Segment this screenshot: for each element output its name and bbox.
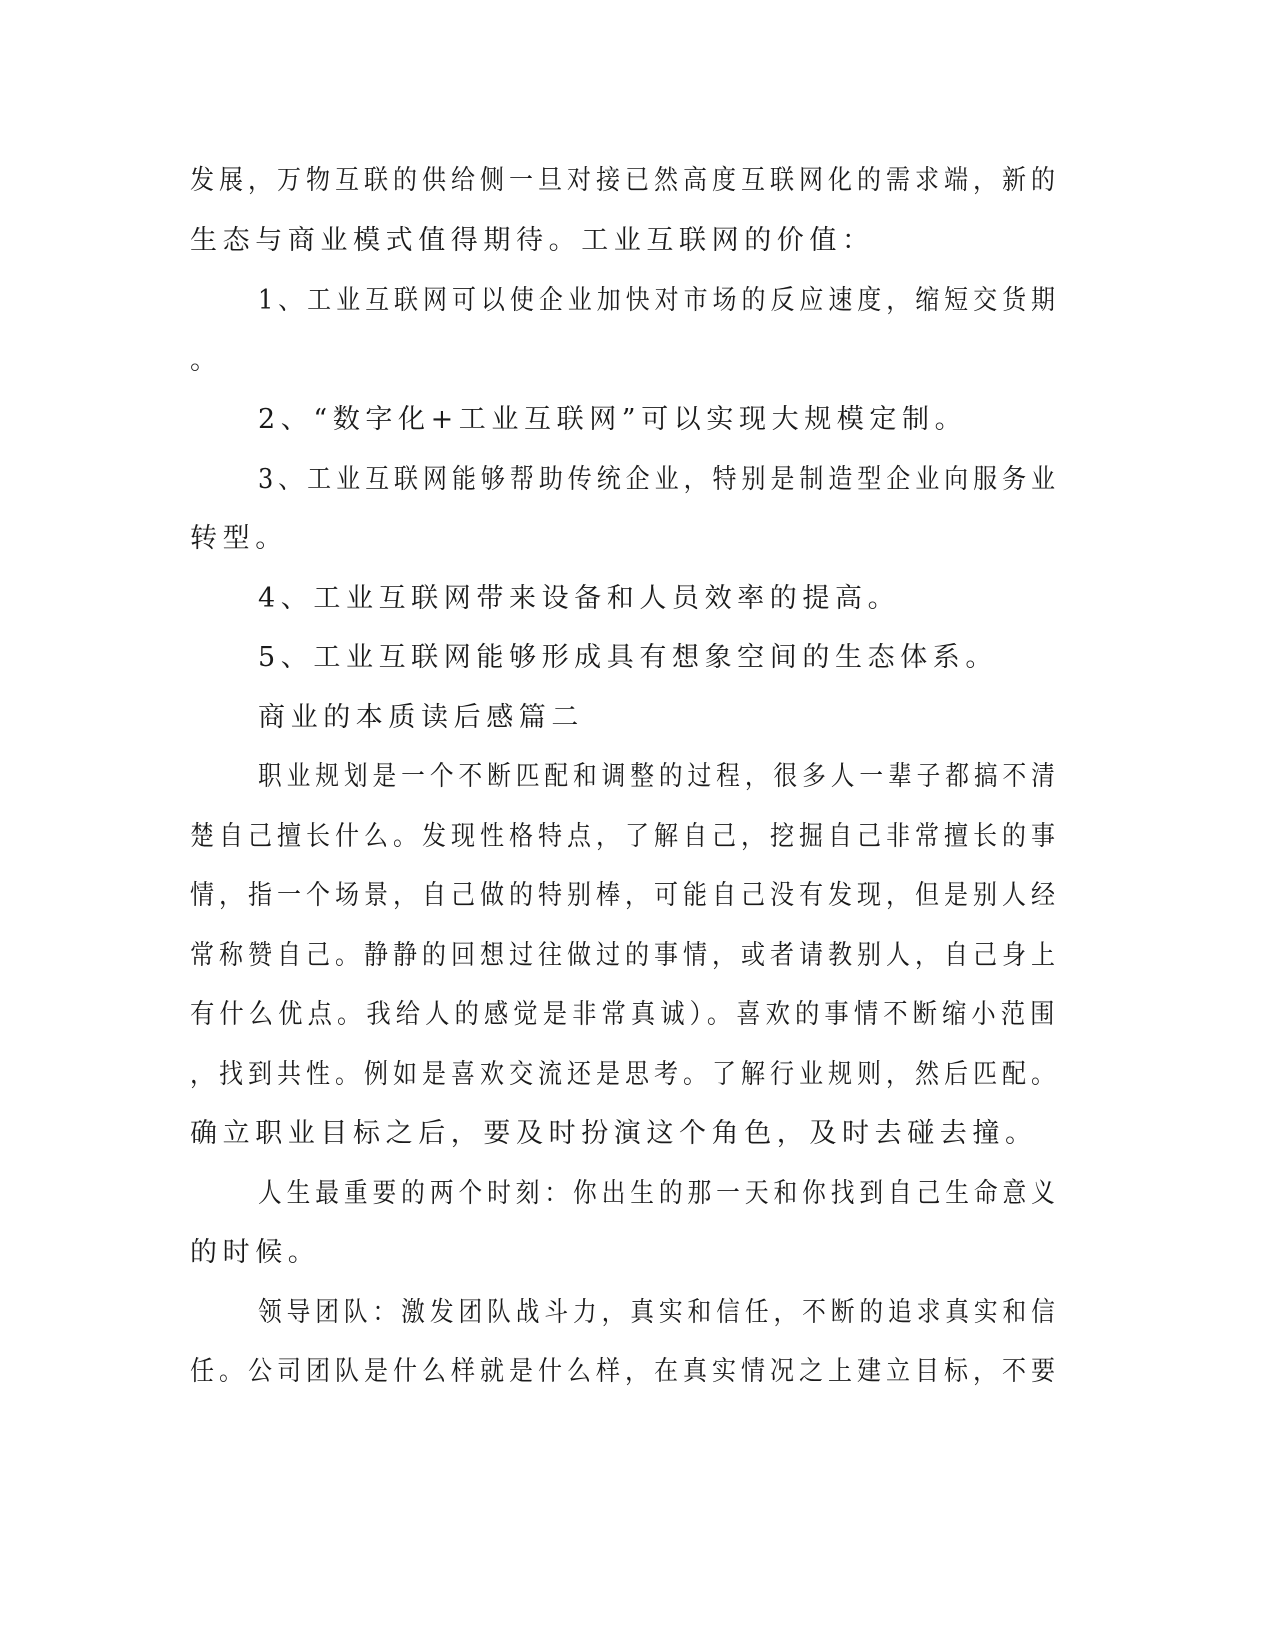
paragraph-line: ，找到共性。例如是喜欢交流还是思考。了解行业规则，然后匹配。 (190, 1059, 1060, 1090)
list-item: 3、工业互联网能够帮助传统企业，特别是制造型企业向服务业 (258, 464, 1060, 495)
text-line: 生态与商业模式值得期待。工业互联网的价值： (190, 225, 875, 256)
list-item: 5、工业互联网能够形成具有想象空间的生态体系。 (258, 642, 998, 673)
paragraph-line: 常称赞自己。静静的回想过往做过的事情，或者请教别人，自己身上 (190, 940, 1060, 971)
paragraph-line: 情，指一个场景，自己做的特别棒，可能自己没有发现，但是别人经 (190, 880, 1060, 911)
paragraph-line: 的时候。 (190, 1237, 321, 1268)
text-line: 发展，万物互联的供给侧一旦对接已然高度互联网化的需求端，新的 (190, 165, 1060, 196)
paragraph-line: 确立职业目标之后，要及时扮演这个角色，及时去碰去撞。 (190, 1118, 1038, 1149)
paragraph-line: 职业规划是一个不断匹配和调整的过程，很多人一辈子都搞不清 (258, 761, 1060, 792)
text-line: 转型。 (190, 523, 288, 554)
list-item: 2、“数字化+工业互联网”可以实现大规模定制。 (258, 404, 968, 435)
paragraph-line: 任。公司团队是什么样就是什么样，在真实情况之上建立目标，不要 (190, 1356, 1060, 1387)
paragraph-line: 领导团队：激发团队战斗力，真实和信任，不断的追求真实和信 (258, 1297, 1060, 1328)
paragraph-line: 有什么优点。我给人的感觉是非常真诚）。喜欢的事情不断缩小范围 (190, 999, 1060, 1030)
list-item: 1、工业互联网可以使企业加快对市场的反应速度，缩短交货期 (258, 285, 1060, 316)
paragraph-line: 人生最重要的两个时刻：你出生的那一天和你找到自己生命意义 (258, 1178, 1060, 1209)
paragraph-line: 楚自己擅长什么。发现性格特点，了解自己，挖掘自己非常擅长的事 (190, 821, 1060, 852)
text-line: 。 (190, 345, 223, 376)
list-item: 4、工业互联网带来设备和人员效率的提高。 (258, 583, 901, 614)
section-heading: 商业的本质读后感篇二 (258, 702, 584, 733)
